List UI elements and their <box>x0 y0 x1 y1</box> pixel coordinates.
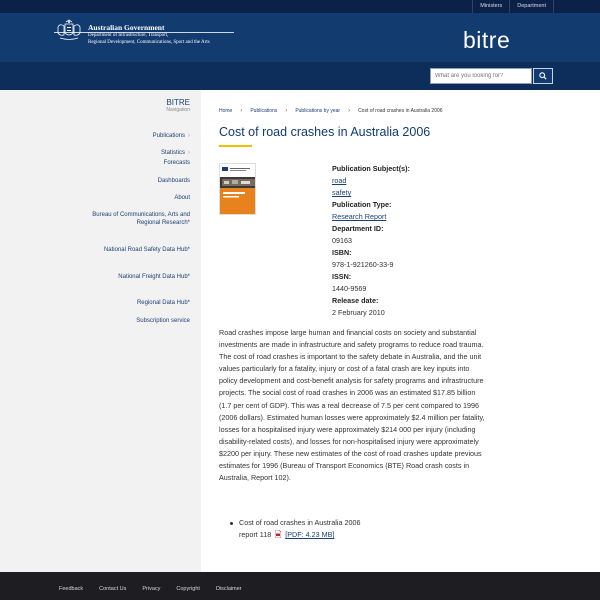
sidebar-item-label: Publications <box>152 133 185 139</box>
footer-privacy-link[interactable]: Privacy <box>142 586 161 592</box>
pdf-icon <box>275 530 281 538</box>
department-link[interactable]: Department <box>509 0 554 13</box>
publication-metadata <box>332 163 532 319</box>
download-title: Cost of road crashes in Australia 2006 <box>239 518 361 527</box>
search-bar <box>0 62 600 90</box>
release-date-label: Release date: <box>332 296 379 305</box>
sidebar-item-about[interactable] <box>80 194 190 211</box>
utility-links <box>472 0 554 13</box>
list-item <box>230 517 490 541</box>
issn-label: ISSN: <box>332 272 352 281</box>
subject-label: Publication Subject(s): <box>332 164 410 173</box>
sidebar <box>0 90 201 572</box>
government-name: Australian Government <box>88 23 165 32</box>
chevron-right-icon: › <box>188 150 190 156</box>
footer-feedback-link[interactable]: Feedback <box>59 586 84 592</box>
title-accent-bar <box>219 145 252 147</box>
chevron-right-icon: › <box>240 108 243 114</box>
sidebar-item-forecasts[interactable] <box>80 159 190 177</box>
report-cover-icon <box>220 164 256 215</box>
download-list <box>230 517 490 541</box>
publication-summary: Road crashes impose large human and financial costs on society and substantial investments are made in infrastructure and safety programs to reduce road trauma. The cost of road crashes is important to the safety debate in Australia, and the unit values particularly for a fatality, injury or cost of a fatal crash are key inputs into policy development and cost-benefit analysis for safety programs and infrastructure projects. The social cost of road crashes in 2006 was an estimated $17.85 billion (1.7 per cent of GDP). This was a real decrease of 7.5 per cent compared to 1996 (2006 dollars). Estimated human losses were approximately $2.4 million per fatality, losses for a hospitalised injury were approximately $214 000 per injury (including disability-related costs), and losses for non-hospitalised injury were approximately $2200 per injury. These new estimates of the cost of road crashes update previous estimates for 1996 (Bureau of Transport Economics (BTE) Road crash costs in Australia, Report 102). <box>219 328 485 483</box>
sidebar-item-label: Statistics <box>160 150 185 156</box>
breadcrumb <box>219 108 443 114</box>
subject-safety-link[interactable]: safety <box>332 188 352 197</box>
sidebar-item-dashboards[interactable] <box>80 177 190 194</box>
coat-of-arms-icon[interactable] <box>54 19 84 43</box>
sidebar-item-freight-hub[interactable] <box>80 273 190 299</box>
sidebar-item-bcarr[interactable] <box>80 211 190 246</box>
isbn-label: ISBN: <box>332 248 352 257</box>
sidebar-item-regional-hub[interactable] <box>80 299 190 317</box>
sidebar-item-statistics[interactable] <box>80 141 190 159</box>
chevron-right-icon: › <box>285 108 288 114</box>
bitre-logo[interactable]: bitre <box>463 27 511 53</box>
sidebar-item-publications[interactable] <box>80 124 190 141</box>
sidebar-item-label: Regional Data Hub* <box>136 300 190 306</box>
ministers-link[interactable]: Ministers <box>472 0 509 13</box>
sidebar-item-road-safety-hub[interactable] <box>80 246 190 273</box>
footer-links <box>59 586 258 592</box>
sidebar-title[interactable]: BITRE <box>166 98 190 107</box>
site-footer <box>0 572 600 600</box>
download-report-number: report 118 <box>239 530 272 539</box>
chevron-right-icon: › <box>348 108 351 114</box>
breadcrumb-publications-by-year[interactable]: Publications by year <box>295 108 341 114</box>
department-id-value: 09163 <box>332 236 352 245</box>
department-id-label: Department ID: <box>332 224 384 233</box>
search-input[interactable] <box>430 68 532 84</box>
site-header <box>0 13 600 62</box>
page-title: Cost of road crashes in Australia 2006 <box>219 125 431 139</box>
sidebar-item-label: National Road Safety Data Hub* <box>103 247 190 253</box>
sidebar-item-label: Forecasts <box>163 160 190 166</box>
pdf-download-link[interactable]: [PDF: 4.23 MB] <box>285 530 335 539</box>
type-research-report-link[interactable]: Research Report <box>332 212 387 221</box>
subject-road-link[interactable]: road <box>332 176 347 185</box>
release-date-value: 2 February 2010 <box>332 308 385 317</box>
sidebar-nav <box>80 124 190 334</box>
utility-bar <box>0 0 600 13</box>
sidebar-item-label: National Freight Data Hub* <box>118 274 190 280</box>
chevron-right-icon: › <box>188 133 190 139</box>
sidebar-subtitle: Navigation <box>166 107 190 113</box>
report-cover-image <box>219 163 256 215</box>
footer-copyright-link[interactable]: Copyright <box>176 586 200 592</box>
search-icon <box>539 72 547 80</box>
department-name-line2: Regional Development, Communications, Sport and the Arts <box>88 40 210 45</box>
sidebar-item-label: About <box>174 195 190 201</box>
footer-disclaimer-link[interactable]: Disclaimer <box>215 586 242 592</box>
sidebar-item-subscription[interactable] <box>80 317 190 334</box>
sidebar-item-label: Dashboards <box>157 178 190 184</box>
government-wordmark <box>88 24 210 46</box>
breadcrumb-home[interactable]: Home <box>219 108 233 114</box>
header-divider <box>54 32 234 33</box>
breadcrumb-current: Cost of road crashes in Australia 2006 <box>358 108 443 114</box>
search-button[interactable] <box>533 68 553 84</box>
sidebar-item-label: Bureau of Communications, Arts and Regional Research* <box>92 212 190 226</box>
issn-value: 1440-9569 <box>332 284 367 293</box>
sidebar-item-label: Subscription service <box>136 318 190 324</box>
sidebar-heading <box>166 98 190 113</box>
type-label: Publication Type: <box>332 200 392 209</box>
isbn-value: 978-1-921260-33-9 <box>332 260 394 269</box>
department-name-line1: Department of Infrastructure, Transport, <box>88 33 169 38</box>
breadcrumb-publications[interactable]: Publications <box>250 108 278 114</box>
footer-contact-link[interactable]: Contact Us <box>99 586 127 592</box>
